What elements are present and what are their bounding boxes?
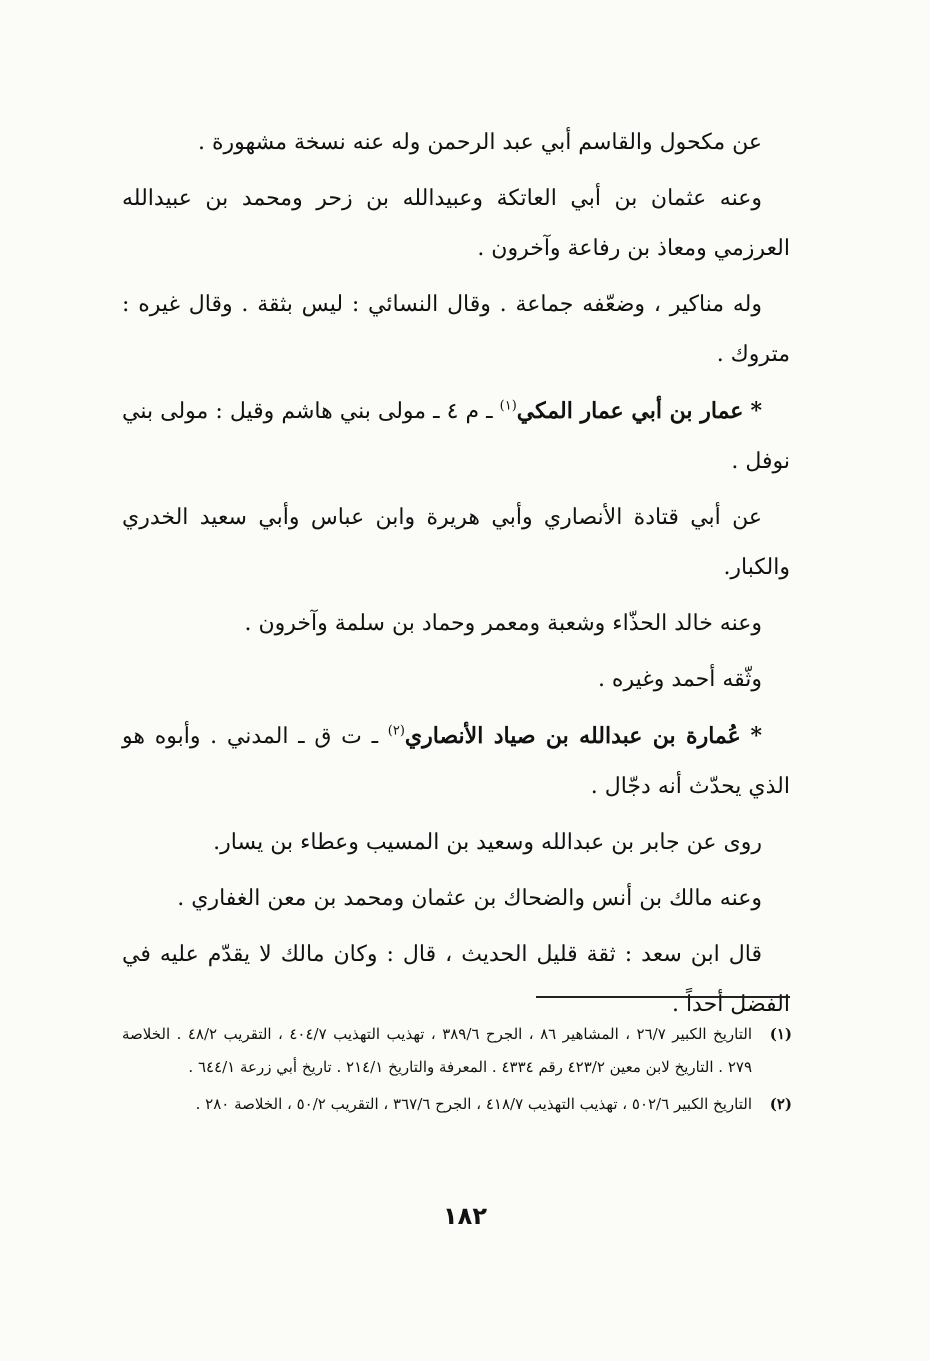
footnote-ref: (٢) bbox=[387, 723, 405, 739]
footnote bbox=[122, 1088, 792, 1121]
paragraph: وثّقه أحمد وغيره . bbox=[597, 667, 762, 692]
entry-heading: عُمارة بن عبدالله بن صياد الأنصاري bbox=[404, 723, 741, 749]
paragraph: عن مكحول والقاسم أبي عبد الرحمن وله عنه نسخة مشهورة . bbox=[197, 130, 762, 155]
entry-paragraph bbox=[122, 386, 790, 487]
footnote-number: (١) bbox=[769, 1025, 792, 1043]
paragraph: عن أبي قتادة الأنصاري وأبي هريرة وابن عباس وأبي سعيد الخدري والكبار. bbox=[122, 505, 790, 580]
footnote bbox=[122, 1018, 792, 1084]
entry-rest: ـ م ٤ ـ مولى بني هاشم وقيل : مولى بني نوفل . bbox=[122, 399, 790, 474]
page-number: ١٨٢ bbox=[443, 1202, 487, 1230]
footnote-ref: (١) bbox=[499, 398, 517, 414]
entry-rest: ـ ت ق ـ المدني . وأبوه هو الذي يحدّث أنه دجّال . bbox=[122, 724, 790, 799]
paragraph: وله مناكير ، وضعّفه جماعة . وقال النسائي : ليس بثقة . وقال غيره : متروك . bbox=[122, 292, 790, 367]
paragraph: روى عن جابر بن عبدالله وسعيد بن المسيب وعطاء بن يسار. bbox=[213, 830, 762, 855]
footnotes bbox=[122, 1018, 792, 1125]
paragraph: وعنه عثمان بن أبي العاتكة وعبيدالله بن زحر ومحمد بن عبيدالله العرزمي ومعاذ بن رفاعة وآخرون . bbox=[122, 186, 790, 261]
footnote-text: التاريخ الكبير ٥٠٢/٦ ، تهذيب التهذيب ٤١٨/٧ ، الجرح ٣٦٧/٦ ، التقريب ٥٠/٢ ، الخلاصة ٢٨٠ . bbox=[195, 1095, 752, 1113]
paragraph: وعنه مالك بن أنس والضحاك بن عثمان ومحمد بن معن الغفاري . bbox=[177, 886, 762, 911]
entry-heading: عمار بن أبي عمار المكي bbox=[516, 398, 744, 424]
footnote-separator bbox=[536, 996, 790, 998]
entry-star: * bbox=[750, 723, 763, 749]
main-text bbox=[122, 118, 790, 1036]
footnote-number: (٢) bbox=[769, 1095, 792, 1113]
paragraph: قال ابن سعد : ثقة قليل الحديث ، قال : وكان مالك لا يقدّم عليه في الفضل أحداً . bbox=[122, 942, 790, 1017]
paragraph: وعنه خالد الحذّاء وشعبة ومعمر وحماد بن سلمة وآخرون . bbox=[244, 611, 762, 636]
footnote-text: التاريخ الكبير ٢٦/٧ ، المشاهير ٨٦ ، الجرح ٣٨٩/٦ ، تهذيب التهذيب ٤٠٤/٧ ، التقريب ٤٨/٢ . الخلاصة ٢٧٩ . التاريخ لابن معين ٤٢٣/٢ رقم ٤٣٣٤ . المعرفة والتاريخ ٢١٤/١ . تاريخ أبي زرعة ٦٤٤/١ . bbox=[122, 1025, 752, 1076]
entry-paragraph bbox=[122, 711, 790, 812]
entry-star: * bbox=[750, 398, 762, 424]
